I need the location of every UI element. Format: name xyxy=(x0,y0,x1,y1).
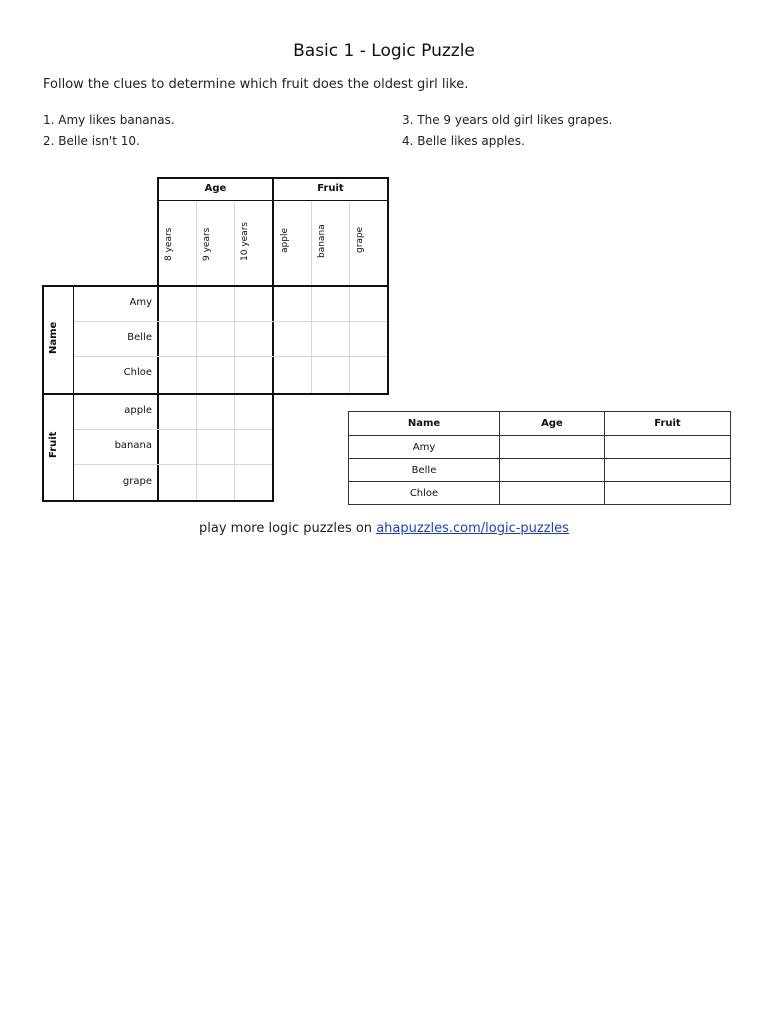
grid-line xyxy=(234,202,235,285)
answer-name-amy: Amy xyxy=(349,436,500,459)
grid-line xyxy=(349,287,350,393)
answer-header-age: Age xyxy=(500,412,605,436)
grid-name-age[interactable] xyxy=(157,285,274,395)
fruit-group-label: Fruit xyxy=(317,183,344,194)
row-label-belle: Belle xyxy=(127,332,152,343)
intro-text: Follow the clues to determine which fruit does the oldest girl like. xyxy=(43,77,469,92)
header-divider xyxy=(157,200,389,201)
grid-line xyxy=(349,202,350,285)
answer-header-row xyxy=(349,412,731,436)
answer-fruit-cell[interactable] xyxy=(605,459,731,482)
grid-line xyxy=(74,356,387,357)
clue-1: 1. Amy likes bananas. xyxy=(43,113,175,127)
clue-4: 4. Belle likes apples. xyxy=(402,134,525,148)
col-label-10-years: 10 years xyxy=(240,221,250,261)
grid-fruit-age[interactable] xyxy=(157,393,274,502)
footer-text: play more logic puzzles on xyxy=(199,521,377,536)
row-label-grape: grape xyxy=(122,476,152,487)
answer-age-cell[interactable] xyxy=(500,436,605,459)
side-divider xyxy=(73,285,74,502)
answer-age-cell[interactable] xyxy=(500,459,605,482)
name-side-label: Name xyxy=(48,321,59,354)
clue-3: 3. The 9 years old girl likes grapes. xyxy=(402,113,613,127)
col-label-apple: apple xyxy=(280,228,290,253)
answer-fruit-cell[interactable] xyxy=(605,436,731,459)
age-group-label: Age xyxy=(204,183,227,194)
grid-line xyxy=(196,395,197,500)
row-label-apple: apple xyxy=(124,405,152,416)
col-label-8-years: 8 years xyxy=(164,227,174,261)
grid-line xyxy=(196,287,197,393)
page-title: Basic 1 - Logic Puzzle xyxy=(293,41,475,61)
grid-line xyxy=(311,202,312,285)
fruit-side-label: Fruit xyxy=(48,431,59,458)
grid-name-fruit[interactable] xyxy=(272,285,389,395)
grid-line xyxy=(196,202,197,285)
footer-link[interactable]: ahapuzzles.com/logic-puzzles xyxy=(376,521,569,536)
grid-line xyxy=(234,395,235,500)
answer-table xyxy=(348,411,731,505)
grid-line xyxy=(74,429,272,430)
table-row xyxy=(349,459,731,482)
row-label-banana: banana xyxy=(114,440,152,451)
col-label-banana: banana xyxy=(317,224,327,258)
grid-line xyxy=(74,321,387,322)
answer-fruit-cell[interactable] xyxy=(605,482,731,505)
table-row xyxy=(349,436,731,459)
row-label-chloe: Chloe xyxy=(123,367,152,378)
clue-2: 2. Belle isn't 10. xyxy=(43,134,140,148)
grid-line xyxy=(234,287,235,393)
col-label-9-years: 9 years xyxy=(202,227,212,261)
answer-name-belle: Belle xyxy=(349,459,500,482)
table-row xyxy=(349,482,731,505)
answer-header-name: Name xyxy=(349,412,500,436)
answer-name-chloe: Chloe xyxy=(349,482,500,505)
answer-header-fruit: Fruit xyxy=(605,412,731,436)
answer-age-cell[interactable] xyxy=(500,482,605,505)
footer xyxy=(0,521,768,536)
grid-line xyxy=(311,287,312,393)
col-label-grape: grape xyxy=(355,226,365,253)
grid-line xyxy=(74,464,272,465)
row-label-amy: Amy xyxy=(129,297,152,308)
